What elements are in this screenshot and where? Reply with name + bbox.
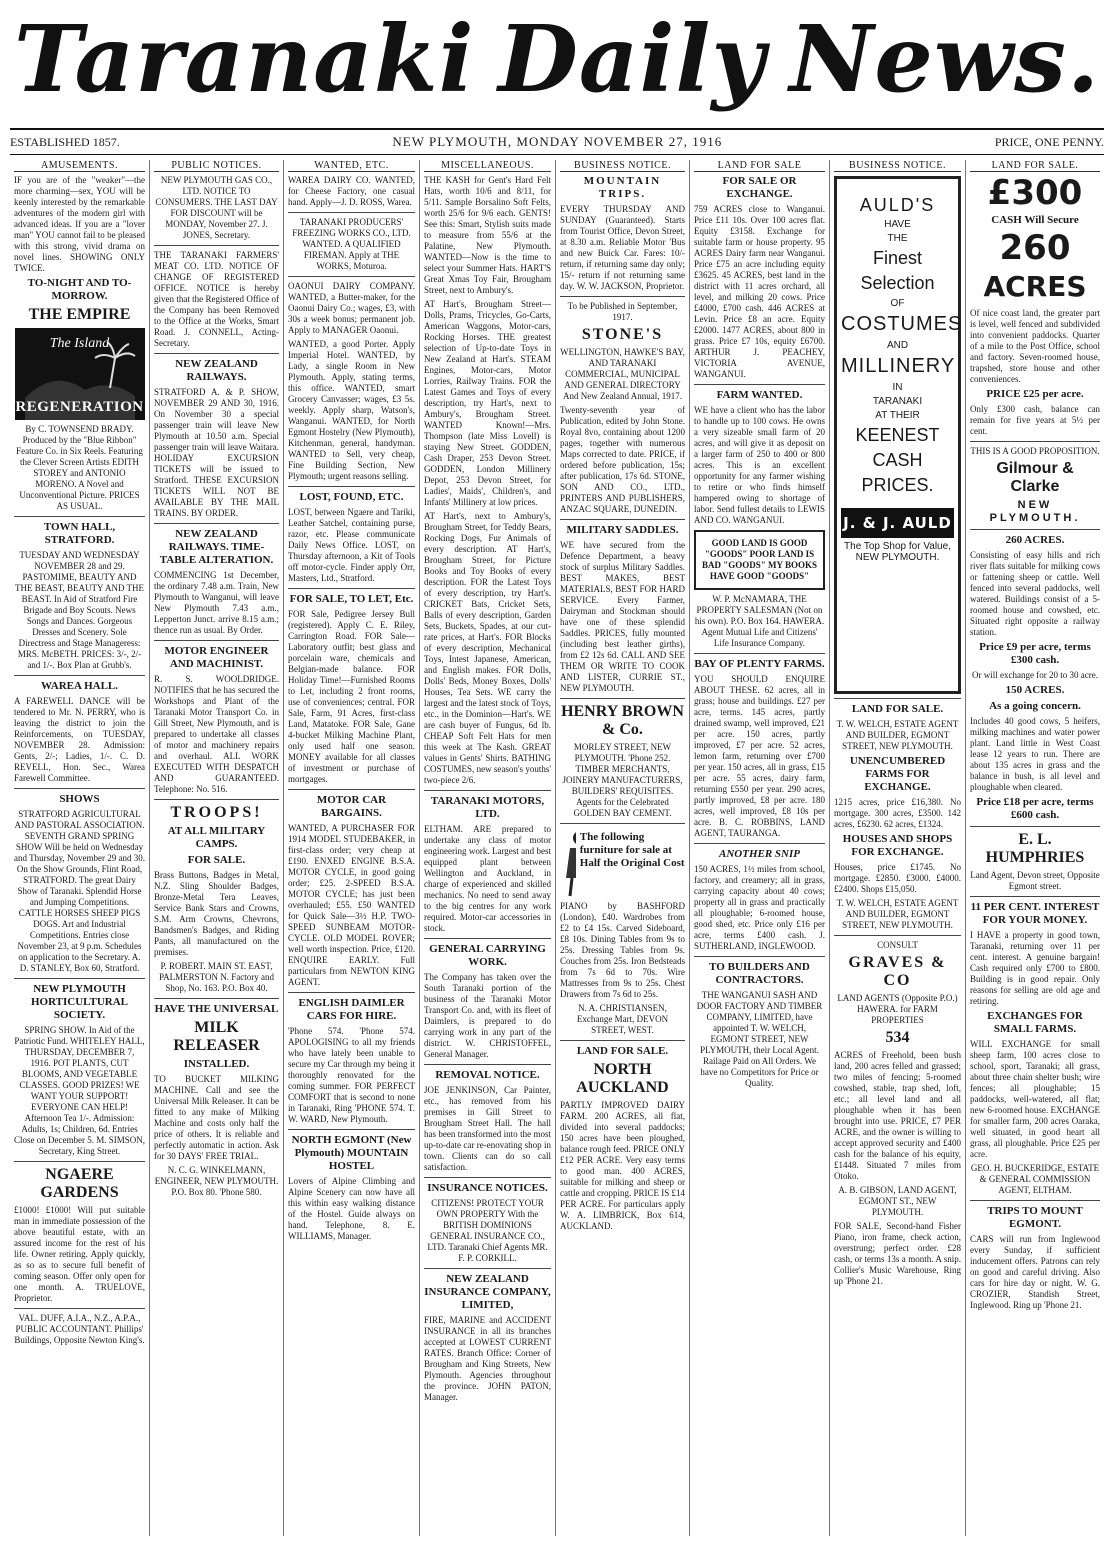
auld-line: OF bbox=[890, 298, 905, 309]
column-head: BUSINESS NOTICE. bbox=[560, 160, 685, 172]
removal-text: JOE JENKINSON, Car Painter, etc., has removed from his premises in Gill Street to Brougham Street Hall. The hall has been transformed into the most up-to-date car re-enovating shop in town. Clients can do so call satisfaction. bbox=[424, 1085, 551, 1172]
lost-found-heading: LOST, FOUND, ETC. bbox=[299, 491, 404, 503]
graves-subtitle: LAND AGENTS (Opposite P.O.) HAWERA. for FARM PROPERTIES bbox=[837, 993, 958, 1025]
divider bbox=[14, 978, 145, 979]
unencumbered-heading: UNENCUMBERED FARMS FOR EXCHANGE. bbox=[849, 755, 946, 793]
unencumbered-text: 1215 acres, price £16,380. No mortgage. 300 acres, £3500. 142 acres, £6230. 62 acres, £1324. bbox=[834, 797, 961, 829]
nz-insurance-heading: NEW ZEALAND INSURANCE COMPANY, LIMITED, bbox=[424, 1273, 551, 1311]
column-head: LAND FOR SALE bbox=[694, 160, 825, 172]
price-300-heading: £300 bbox=[987, 173, 1083, 213]
place-date: NEW PLYMOUTH, MONDAY NOVEMBER 27, 1916 bbox=[392, 134, 723, 149]
auld-line: AT THEIR bbox=[875, 410, 920, 421]
divider bbox=[834, 935, 961, 936]
divider bbox=[14, 675, 145, 676]
henry-brown-text: MORLEY STREET, NEW PLYMOUTH. 'Phone 252. TIMBER MERCHANTS, JOINERY MANUFACTURERS, BUILDERS' REQUISITES. Agents for the Celebrated GOLDEN BAY CEMENT. bbox=[562, 742, 683, 818]
small-farms-text: WILL EXCHANGE for small sheep farm, 100 acres close to school, sport, Taranaki; all grass, about three chain shelter bush; wire fences; all ploughable; 15 paddocks, well-watered, all flat; new 6-roomed house. EXCHANGE for smaller farm, 200 acres Oaraka, well situated, in good heart all grass, all ploughable. Price £25 per acre. bbox=[970, 1039, 1100, 1159]
film-title-line1: The Island bbox=[49, 336, 110, 351]
divider bbox=[560, 296, 685, 297]
gilmour-subtitle: NEW PLYMOUTH. bbox=[989, 499, 1081, 524]
divider bbox=[288, 1129, 415, 1130]
dateline bbox=[10, 128, 1104, 155]
hostel-heading: NORTH EGMONT (New Plymouth) MOUNTAIN HOSTEL bbox=[291, 1134, 412, 1172]
motor-car-heading: MOTOR CAR BARGAINS. bbox=[316, 794, 387, 819]
column-head: MISCELLANEOUS. bbox=[424, 160, 551, 172]
railways-heading: NEW ZEALAND RAILWAYS. bbox=[175, 358, 258, 383]
bay-of-plenty-heading: BAY OF PLENTY FARMS. bbox=[694, 658, 825, 670]
aulds-advertisement bbox=[834, 176, 961, 694]
timetable-heading: NEW ZEALAND RAILWAYS. TIME-TABLE ALTERATION. bbox=[159, 528, 274, 566]
accountant-text: VAL. DUFF, A.I.A., N.Z., A.P.A., PUBLIC ACCOUNTANT. Phillips' Buildings, Opposite Newton King's. bbox=[14, 1313, 145, 1345]
ad-heading-ngaere: NGAERE GARDENS bbox=[40, 1166, 119, 1201]
ad-heading-shows: SHOWS bbox=[59, 793, 100, 805]
saddles-text: WE have secured from the Defence Department, a heavy stock of surplus Military Saddles. BEST MAKES, BEST MATERIALS, BEST FOR HARD SERVICE. Every Farmer, Dairyman and Stockman should have one of these splendid Saddles. PRICES, fully mounted (including best leather girths), from £2 12s 6d. CALL AND SEE THEM OR WRITE TO COOK AND LISTER, CURRIE ST., NEW PLYMOUTH. bbox=[560, 540, 685, 693]
milk-heading-3: INSTALLED. bbox=[183, 1058, 250, 1070]
ad-heading: TO-NIGHT AND TO-MORROW. bbox=[27, 277, 132, 302]
column-wanted bbox=[284, 160, 420, 1536]
acres-150-heading: 150 ACRES. bbox=[1005, 684, 1065, 696]
divider bbox=[834, 698, 961, 699]
column-land-for-sale bbox=[690, 160, 830, 1536]
nz-insurance-text: FIRE, MARINE and ACCIDENT INSURANCE in all its branches accepted at LOWEST CURRENT RATES. Branch Office: Corner of Brougham and King Streets, New Plymouth. Agencies throughout the province. JOHN PATON, Manager. bbox=[424, 1315, 551, 1402]
going-concern-heading: As a going concern. bbox=[989, 700, 1081, 712]
coast-land-text: Of nice coast land, the greater part is level, well fenced and subdivided into convenient paddocks. Quarter of a mile to the Post Office, school and factory. Seven-roomed house, trapshed, store house and other conveniences. bbox=[970, 308, 1100, 384]
cash-secure-heading: CASH Will Secure bbox=[991, 214, 1079, 226]
auld-line: Finest bbox=[872, 248, 923, 268]
humphries-subtitle: Land Agent, Devon street, Opposite Egmont street. bbox=[970, 870, 1100, 891]
ad-heading-town-hall: TOWN HALL, STRATFORD. bbox=[43, 521, 116, 546]
newspaper-columns bbox=[10, 160, 1104, 1536]
divider bbox=[288, 276, 415, 277]
interest-text: I HAVE a property in good town, Taranaki, returning over 11 per cent. interest. A genuine bargain! Cash required only £700 to £800. Building is in good repair. Only reasons for selling are old age and retiring. bbox=[970, 930, 1100, 1006]
divider bbox=[154, 640, 279, 641]
land-for-sale-heading: LAND FOR SALE. bbox=[576, 1045, 669, 1057]
stones-heading: STONE'S bbox=[581, 326, 664, 343]
stones-text: Twenty-seventh year of Publication, edited by John Stone. Royal 8vo, containing about 1200 pages, together with numerous Maps corrected to date. PRICE, if ordered before publication, 15s; after publication, 17s 6d. STONE, SON AND CO., LTD., PRINTERS AND PUBLISHERS, ANZAC SQUARE, DUNEDIN. bbox=[560, 405, 685, 514]
another-snip-text: 150 ACRES, 1½ miles from school, factory, and creamery; all in grass, carrying capacity about 40 cows; property all in grass and practically all ploughable; 6-roomed house, good shed, etc. Price only £16 per acre, terms £400 cash. J. SUTHERLAND, INGLEWOOD. bbox=[694, 864, 825, 951]
divider bbox=[288, 789, 415, 790]
acres-534-heading: 534 bbox=[885, 1029, 910, 1046]
wanted-ad-3: OAONUI DAIRY COMPANY. WANTED, a Butter-maker, for the Oaonui Dairy Co.; wages, £3, with 30s a week bonus; permanent job. Apply to MANAGER Oaonui. bbox=[288, 281, 415, 335]
graves-heading: GRAVES & CO bbox=[848, 954, 947, 989]
shows-text: STRATFORD AGRICULTURAL AND PASTORAL ASSOCIATION. SEVENTH GRAND SPRING SHOW Will be held on Wednesday and Thursday, November 29 and 30. On the Show Grounds, Flint Road, STRATFORD. The great Dairy Show of Taranaki. Splendid Horse and Jumping Competitions. CATTLE HORSES SHEEP PIGS DOGS. Art and Industrial Competitions. Entries close November 23, at 9 p.m. Schedules on application to the Secretary. A. D. STANLEY, Box 60, Stratford. bbox=[14, 809, 145, 973]
auld-line: IN bbox=[892, 382, 903, 393]
auld-line: AND bbox=[886, 340, 909, 351]
lost-found-text: LOST, between Ngaere and Tariki, Leather Satchel, containing purse, razor, etc. Please communicate Daily News Office. LOST, on Thursday afternoon, a Kit of Tools off motor-cycle. Finder apply Orr, Masters, Ltd., Stratford. bbox=[288, 507, 415, 583]
acres-534-text: ACRES of Freehold, been bush land, 200 acres felled and grassed; two miles of fencing; 5-roomed cowshed, stable, trap shed, loft, etc.; all level land and all ploughable when it has been brought into use. PRICE, £7 PER ACRE, and the owner is willing to accept approved security and £400 cash for the balance of his equity, £1448. Situated 7 miles from Otoko. bbox=[834, 1050, 961, 1181]
j-and-j-auld-subtitle: The Top Shop for Value, NEW PLYMOUTH. bbox=[844, 541, 951, 563]
ad-heading-warea: WAREA HALL. bbox=[40, 680, 119, 692]
ad-intro: IF you are of the "weaker"—the more charming—sex, YOU will be keenly interested by the remarkable adventures of the modern girl with advanced ideas. If you are a "lover man" YOU cannot fail to be pleased with this strong, vivid drama on novel lines. SHOWING ONLY TWICE. bbox=[14, 175, 145, 273]
farm-wanted-text: WE have a client who has the labor to handle up to 100 cows. He owns a very sizeable small farm of 20 acres, and will give it as deposit on a larger farm of 250 to 400 or 800 acres. This is an excellent opportunity for any farmer wishing to retire or who finds himself hampered owing to shortage of labor. Send fullest details to LEWIS AND CO. WANGANUI. bbox=[694, 405, 825, 525]
auld-line: COSTUMES bbox=[841, 313, 963, 335]
good-goods-box: GOOD LAND IS GOOD "GOODS" POOR LAND IS BAD "GOODS" MY BOOKS HAVE GOOD "GOODS" bbox=[694, 530, 825, 590]
divider bbox=[970, 529, 1100, 530]
troops-heading: TROOPS! bbox=[170, 804, 263, 821]
film-poster-image bbox=[15, 328, 145, 420]
daimler-text: 'Phone 574. 'Phone 574. APOLOGISING to all my friends who have lately been unable to secure my Car through my being it thoroughly renovated for the coming summer. FOR PERFECT COMFORT that is second to none in Taranaki, Ring 'PHONE 574. T. W. WARD, New Plymouth. bbox=[288, 1026, 415, 1124]
column-business-auld bbox=[830, 160, 966, 1536]
price-25-heading: PRICE £25 per acre. bbox=[986, 388, 1084, 400]
column-amusements bbox=[10, 160, 150, 1536]
gilmour-clarke-heading: Gilmour & Clarke bbox=[996, 460, 1074, 495]
buckeridge-text: GEO. H. BUCKERIDGE, ESTATE & GENERAL COMMISSION AGENT, ELTHAM. bbox=[970, 1163, 1100, 1195]
auld-line: CASH bbox=[872, 450, 923, 470]
column-land-for-sale-2 bbox=[966, 160, 1104, 1536]
robert-text: P. ROBERT. MAIN ST. EAST, PALMERSTON N. Factory and Shop, No. 163. P.O. Box 40. bbox=[158, 961, 274, 993]
exchange-heading: FOR SALE OR EXCHANGE. bbox=[722, 175, 797, 200]
gas-notice: NEW PLYMOUTH GAS CO., LTD. NOTICE TO CONSUMERS. THE LAST DAY FOR DISCOUNT will be MONDAY, November 27. J. JONES, Secretary. bbox=[155, 175, 278, 240]
column-head: AMUSEMENTS. bbox=[14, 160, 145, 172]
farm-wanted-heading: FARM WANTED. bbox=[716, 389, 803, 401]
ngaere-text: £1000! £1000! Will put suitable man in immediate possession of the above beautiful estate, with an assured income for the rest of his life. Owner retiring. Apply quickly, as so as to secure full benefit of coming season. Offer only open for one month. A. TRUELOVE, Proprietor. bbox=[14, 1205, 145, 1303]
for-sale-to-let-heading: FOR SALE, TO LET, Etc. bbox=[289, 593, 414, 605]
price-18-heading: Price £18 per acre, terms £600 cash. bbox=[976, 796, 1094, 821]
column-head: BUSINESS NOTICE. bbox=[834, 160, 961, 172]
welch-text-2: T. W. WELCH, ESTATE AGENT AND BUILDER, EGMONT STREET, NEW PLYMOUTH. bbox=[836, 898, 959, 930]
divider bbox=[14, 516, 145, 517]
north-auckland-text: PARTLY IMPROVED DAIRY FARM. 200 ACRES, all flat, divided into several paddocks; 150 acres have been ploughed, balance rough feed. PRICE ONLY £12 PER ACRE. Very easy terms to good man. 400 ACRES, suitable for milking and sheep or cattle and cropping. PRICE IS £14 PER ACRE. For particulars apply W. A. LIMBRICK, Box 614, AUCKLAND. bbox=[560, 1100, 685, 1231]
wanted-ad-1: WAREA DAIRY CO. WANTED, for Cheese Factory, one casual hand. Apply—J. D. ROSS, Warea. bbox=[288, 175, 415, 207]
good-proposition-text: THIS IS A GOOD PROPOSITION. bbox=[970, 446, 1100, 456]
divider bbox=[694, 843, 825, 844]
houses-shops-text: Houses, price £1745. No mortgage. £2850. £3000. £4000. £2400. Shops £15,050. bbox=[834, 862, 961, 894]
acres-260-heading: 260 ACRES. bbox=[1005, 534, 1065, 546]
trips-egmont-text: CARS will run from Inglewood every Sunday, if sufficient inducement offers. Patrons can rely on good and careful driving. Also cars for hire day or night. W. G. CROZIER, Standish Street, Inglewood. Ring up 'Phone 21. bbox=[970, 1234, 1100, 1310]
only-300-text: Only £300 cash, balance can remain for five years at 5½ per cent. bbox=[970, 404, 1100, 436]
consult-label: CONSULT bbox=[877, 940, 918, 950]
divider bbox=[288, 486, 415, 487]
established-label: ESTABLISHED 1857. bbox=[10, 134, 120, 149]
divider bbox=[694, 956, 825, 957]
for-sale-to-let-text: FOR Sale, Pedigree Jersey Bull (registered). Apply C. E. Riley, Carrington Road. FOR Sale—Laboratory outfit; best glass and porcelain ware, chemicals and Belgian-made balance. FOR Holiday Time!—Furnished Rooms to Let, including 2 front rooms, use of conveniences; central. FOR Sale, Farm, 91 Acres, first-class Land, Matatoke. FOR Sale, Gane 4-bucket Milking Machine Plant, only used half one season. MONEY available for all classes of investment or purchase of mortgages. bbox=[288, 609, 415, 784]
divider bbox=[154, 523, 279, 524]
divider bbox=[424, 1177, 551, 1178]
divider bbox=[424, 1064, 551, 1065]
winkelmann-text: N. C. G. WINKELMANN, ENGINEER, NEW PLYMOUTH. P.O. Box 80. 'Phone 580. bbox=[154, 1165, 279, 1197]
divider bbox=[154, 998, 279, 999]
divider bbox=[154, 245, 279, 246]
number-260-heading: 260 bbox=[999, 228, 1071, 268]
timetable-notice: COMMENCING 1st December, the ordinary 7.48 a.m. Train, New Plymouth to Wanganui, will leave New Plymouth 7.43 a.m., Lepperton Junct. arrive 8.15 a.m.; thence run as usual. By Order. bbox=[154, 570, 279, 635]
column-business-notice bbox=[556, 160, 690, 1536]
wanted-ad-4: WANTED, a good Porter. Apply Imperial Hotel. WANTED, by Lady, a single Room in New Plymouth. Apply, stating terms, this office. WANTED, smart Grocery Canvasser; wages, £3 5s. weekly. Apply sharp, Watson's, Wanganui. WANTED, for North Egmont Hostelry (New Plymouth), Kitchenman, general, handyman. WANTED to Sell, very cheap, Fine Building Section, New Plymouth; urgent reasons selling. bbox=[288, 339, 415, 481]
misc-ad-1: THE KASH for Gent's Hard Felt Hats, worth 10/6 and 8/11, for 5/11. Sample Borsalino Soft Felts, worth 25/6 for 9/6 each. GENTS! See this: Smart, Stylish suits made to measure from 55/6 at the Palatine, New Plymouth. WANTED—Now is the time to select your Summer Hats. HART'S Great Xmas Toy Fair, Brougham Street, next to Ambury's. bbox=[424, 175, 551, 295]
milk-heading-2: MILK RELEASER bbox=[173, 1019, 260, 1054]
motor-car-text: WANTED, A PURCHASER FOR 1914 MODEL STUDEBAKER, in first-class order; very cheap at £190. ENXED ENGINE B.S.A. MOTOR CYCLE, in good going order; £25. 2-SPEED B.S.A. MOTOR CYCLE; has just been overhauled; £55. £50 WANTED for Quick Sale—3½ H.P. TWO-SPEED SUNBEAM MOTOR-CYCLE. OLD MODEL ROVER; well worth inspection. Price, £120. ENQUIRE EARLY. Full particulars from NEWTON KING AGENT. bbox=[288, 823, 415, 987]
price-9-heading: Price £9 per acre, terms £300 cash. bbox=[979, 641, 1091, 666]
divider bbox=[424, 1268, 551, 1269]
mountain-trips-heading: MOUNTAIN TRIPS. bbox=[583, 175, 662, 200]
divider bbox=[424, 790, 551, 791]
ad-heading-empire: THE EMPIRE bbox=[28, 306, 131, 323]
divider bbox=[560, 823, 685, 824]
auld-line: PRICES. bbox=[861, 475, 934, 495]
divider bbox=[694, 384, 825, 385]
humphries-heading: E. L. HUMPHRIES bbox=[985, 831, 1085, 866]
meat-co-notice: THE TARANAKI FARMERS' MEAT CO. LTD. NOTICE OF CHANGE OF REGISTERED OFFICE. NOTICE is hereby given that the Registered Office of the Company has been Removed to the Office at the Works, Smart Road. J. CONNELL, Acting-Secretary. bbox=[154, 250, 279, 348]
misc-ad-2: AT Hart's, Brougham Street—Dolls, Prams, Tricycles, Go-Carts, American Waggons, Motor-cars, Rocking Horses. THE greatest selection of Up-to-date Toys in New Zealand at Hart's. STEAM Engines, Motor-cars, Motor Lorries, Railway Trains. FOR the Latest Games and Toys of every description, try Hart's, next to Ambury's, Brougham Street. WANTED Known!—Mrs. Thompson (late Miss Lovell) is staying New Street. GODDEN, Cash Draper, 253 Devon Street. GODDEN, London Millinery Depot, 253 Devon Street, for Ladies', Maids', Children's, and Infants' Millinery at low prices. bbox=[424, 299, 551, 507]
christiansen-text: N. A. CHRISTIANSEN, Exchange Mart, DEVON STREET, WEST. bbox=[576, 1003, 669, 1035]
auld-line: MILLINERY bbox=[841, 355, 956, 377]
hostel-text: Lovers of Alpine Climbing and Alpine Scenery can now have all this within easy walking distance of the Hostel. Guide always on hand. Telephone, 8. E. WILLIAMS, Manager. bbox=[288, 1176, 415, 1241]
column-public-notices bbox=[150, 160, 284, 1536]
bay-of-plenty-text: YOU SHOULD ENQUIRE ABOUT THESE. 62 acres, all in grass; house and buildings. £27 per acre, terms. 145 acres, partly drained swamp, well improved, £21 per acre. 150 acres, partly improved, £7 per acre. 52 acres, lemon farm, returning over £700 per year. 150 acres, all in grass, £15 per acre. 55 acres, dairy farm, returning £550 per year. 290 acres, partly improved, £8 per acre. 180 acres, well improved, £8 10s per acre. B. C. ROBBINS, LAND AGENT, TAURANGA. bbox=[694, 674, 825, 838]
furniture-heading: The following furniture for sale at Half the Original Cost bbox=[579, 831, 685, 869]
masthead bbox=[0, 0, 1114, 128]
auld-line: KEENEST bbox=[855, 425, 940, 445]
stones-pre: To be Published in September, 1917. bbox=[567, 301, 678, 322]
auld-line: HAVE bbox=[884, 219, 911, 230]
divider bbox=[14, 1308, 145, 1309]
land-for-sale-heading: LAND FOR SALE. bbox=[851, 703, 944, 715]
auld-line: TARANAKI bbox=[872, 396, 923, 407]
masthead-word-daily: Daily bbox=[498, 5, 766, 113]
gibson-text: A. B. GIBSON, LAND AGENT, EGMONT ST., NEW PLYMOUTH. bbox=[838, 1185, 957, 1217]
stones-subheading: WELLINGTON, HAWKE'S BAY, AND TARANAKI COMMERCIAL, MUNICIPAL AND GENERAL DIRECTORY And New Zealand Annual, 1917. bbox=[560, 347, 685, 401]
camps-heading: AT ALL MILITARY CAMPS. bbox=[167, 825, 266, 850]
carrying-text: The Company has taken over the South Taranaki portion of the business of the Taranaki Motor Transport Co. and, with its fleet of Daimlers, is prepared to do carrying work in any part of the district. W. CHRISTOFFEL, General Manager. bbox=[424, 972, 551, 1059]
small-farms-heading: EXCHANGES FOR SMALL FARMS. bbox=[987, 1010, 1083, 1035]
divider bbox=[694, 653, 825, 654]
misc-ad-3: AT Hart's, next to Ambury's, Brougham Street, for Teddy Bears, Rocking Dogs, Fur Animals of every description. AT Hart's, Brougham Street, for Picture Books and Toy Books of every description. FOR the Latest Toys of every description, try Hart's. CRICKET Bats, Cricket Sets, Balls of every description, Garden Sets, Buckets, Spades, at our cut-rate prices, at Hart's. FOR Blocks of every description, Mechanical Toys, Intest Japanese, American, and English makes. FOR Dolls, Dolls' Beds, Money Boxes, Dolls' Houses, Tea Sets. WE carry the largest and the latest stock of Toys, etc., in the Dominion—Hart's. WE are cash buyer of Fungus, 6d lb. CHEAP Soft Felt Hats for men this week at The Kash. GREAT values in Gents' Shirts. BATHING COSTUMES, new season's youths' two-piece 2/6. bbox=[424, 511, 551, 785]
j-and-j-auld-banner: J. & J. AULD bbox=[841, 508, 954, 538]
divider bbox=[154, 799, 279, 800]
taranaki-motors-text: ELTHAM. ARE prepared to undertake any class of motor engineering work. Largest and best equipped plant between Wellington and Auckland, in charge of experienced and skilled mechanics. No need to send away to the big centres for any work required. Motor-car accessories in stock. bbox=[424, 824, 551, 933]
warea-text: A FAREWELL DANCE will be tendered to Mr. N. PERRY, who is leaving the district to join the Reinforcements, on TUESDAY, NOVEMBER 28. Admission: Gents, 2/-; Ladies, 1/-. C. D. REVELL, Hon. Sec., Warea Farewell Committee. bbox=[14, 696, 145, 783]
gentleman-figure-illustration bbox=[560, 828, 576, 898]
acres-260-text: Consisting of easy hills and rich river flats suitable for milking cows or fattening sheep or cattle. Well fenced into several paddocks, well watered. Buildings consist of a 5-roomed house and cowshed, etc. Situated right opposite a railway station. bbox=[970, 550, 1100, 637]
column-head: LAND FOR SALE. bbox=[970, 160, 1100, 172]
insurance-text: CITIZENS! PROTECT YOUR OWN PROPERTY With the BRITISH DOMINIONS GENERAL INSURANCE CO., LTD. Taranaki Chief Agents MR. F. P. CORKILL. bbox=[427, 1198, 548, 1263]
trips-egmont-heading: TRIPS TO MOUNT EGMONT. bbox=[987, 1205, 1083, 1230]
divider bbox=[970, 1200, 1100, 1201]
masthead-word-taranaki: Taranaki bbox=[14, 5, 475, 113]
furniture-ad bbox=[560, 828, 685, 898]
acres-150-text: Includes 40 good cows, 5 heifers, milking machines and water power plant. Land little in West Coast lease 12 years to run. There are about 135 acres in grass and the balance in bush, is all level and ploughable when cleared. bbox=[970, 716, 1100, 792]
houses-shops-heading: HOUSES AND SHOPS FOR EXCHANGE. bbox=[842, 833, 953, 858]
divider bbox=[154, 353, 279, 354]
another-snip-heading: ANOTHER SNIP bbox=[719, 848, 800, 860]
column-head: WANTED, ETC. bbox=[288, 160, 415, 172]
divider bbox=[424, 938, 551, 939]
mcnamara-text: W. P. McNAMARA, THE PROPERTY SALESMAN (Not on his own). P.O. Box 164. HAWERA. Agent Mutual Life and Citizens' Life Insurance Company. bbox=[694, 594, 825, 648]
mountain-trips-text: EVERY THURSDAY AND SUNDAY (Guaranteed). Starts from Tourist Office, Devon Street, at 8.30 a.m. Reliable Motor 'Bus and new Buick Car. Fares: 10/- return, if returning same day only; 15/- return if not returning same day. W. W. JACKSON, Proprietor. bbox=[560, 204, 685, 291]
acres-heading: ACRES bbox=[983, 270, 1087, 303]
auld-line: THE bbox=[887, 233, 908, 244]
for-sale-heading: FOR SALE. bbox=[187, 854, 246, 866]
north-auckland-heading: NORTH AUCKLAND bbox=[576, 1061, 669, 1096]
ad-heading-horticultural: NEW PLYMOUTH HORTICULTURAL SOCIETY. bbox=[30, 983, 128, 1021]
builders-heading: TO BUILDERS AND CONTRACTORS. bbox=[709, 961, 810, 986]
divider bbox=[14, 1161, 145, 1162]
welch-text: T. W. WELCH, ESTATE AGENT AND BUILDER, EGMONT STREET, NEW PLYMOUTH. bbox=[836, 719, 959, 751]
divider bbox=[970, 826, 1100, 827]
column-head: PUBLIC NOTICES. bbox=[154, 160, 279, 172]
town-hall-text: TUESDAY AND WEDNESDAY NOVEMBER 28 and 29. PASTOMIME, BEAUTY AND THE BEAST, BEAUTY AND THE BEAST. In Aid of Stratford Fire Brigade and Boy Scouts. News Songs and Dances. Gorgeous Dresses and Scenery. Sole Directress and Stage Manageress: MRS. McBETH. PRICES: 3/-, 2/- and 1/-. Box Plan at Grubb's. bbox=[14, 550, 145, 670]
divider bbox=[14, 788, 145, 789]
auld-line: Selection bbox=[860, 273, 935, 293]
divider bbox=[560, 698, 685, 699]
divider bbox=[560, 519, 685, 520]
exchange-text: 759 ACRES close to Wanganui. Price £11 10s. Over 100 acres flat. Equity £3158. Exchange for suitable farm or house property. 95 ACRES Dairy farm near Wanganui. Price £75 an acre including equity £3625. 45 ACRES, best land in the district with 11 acres orchard, all level, and milking 20 cows. Price £4000, £700 cash. 446 ACRES at Levin. Price £8 an acre. Equity £2000. 1477 ACRES, about 800 in grass. Price £7 10s, equity £6700. ARTHUR J. PEACHEY, VICTORIA AVENUE, WANGANUI. bbox=[694, 204, 825, 379]
divider bbox=[288, 212, 415, 213]
price-label: PRICE, ONE PENNY. bbox=[994, 134, 1104, 149]
exchange-option-text: Or will exchange for 20 to 30 acre. bbox=[972, 670, 1098, 680]
taranaki-motors-heading: TARANAKI MOTORS, LTD. bbox=[430, 795, 545, 820]
wanted-ad-2: TARANAKI PRODUCERS' FREEZING WORKS CO., LTD. WANTED. A QUALIFIED FIREMAN. Apply at THE WORKS, Moturoa. bbox=[292, 217, 411, 271]
masthead-word-news: News. bbox=[789, 5, 1100, 113]
film-title-line2: REGENERATION bbox=[15, 399, 144, 415]
interest-heading: 11 PER CENT. INTEREST FOR YOUR MONEY. bbox=[970, 901, 1100, 926]
divider bbox=[970, 441, 1100, 442]
henry-brown-heading: HENRY BROWN & Co. bbox=[561, 703, 684, 738]
builders-text: THE WANGANUI SASH AND DOOR FACTORY AND TIMBER COMPANY, LIMITED, have appointed T. W. WELCH, EGMONT STREET, NEW PLYMOUTH, their Local Agent. Railage Paid on All Orders. We have no Competitors for Price or Quality. bbox=[696, 990, 823, 1088]
railways-notice: STRATFORD A. & P. SHOW, NOVEMBER 29 AND 30, 1916. On November 30 a special passenger train will leave New Plymouth at 10.50 a.m. Special passenger train will leave Waitara. HOLIDAY EXCURSION TICKETS will be issued to Stratford. THESE EXCURSION TICKETS WILL NOT BE AVAILABLE BY THE MAIL TRAINS. BY ORDER. bbox=[154, 387, 279, 518]
divider bbox=[970, 896, 1100, 897]
horticultural-text: SPRING SHOW. In Aid of the Patriotic Fund. WHITELEY HALL, THURSDAY, DECEMBER 7, 1916. POT PLANTS, CUT BLOOMS, AND VEGETABLE CLASSES. GOOD PRIZES! WE WANT YOUR SUPPORT! EVERYONE CAN HELP! Afternoon Tea 1/-. Admission: Adults, 1s; Children, 6d. Entries Close on December 5. M. SIMSON, Secretary, King Street. bbox=[14, 1025, 145, 1156]
divider bbox=[560, 1040, 685, 1041]
badges-text: Brass Buttons, Badges in Metal, N.Z. Sling Shoulder Badges, Bronze-Metal Tera Leaves, Service Bank Stars and Crowns, S.M. Arm Crowns, Chevrons, Bandsmen's Badges, and Riding Pants, all manufactured on the premises. bbox=[154, 870, 279, 957]
auld-line: AULD'S bbox=[859, 195, 936, 215]
motor-engineer-heading: MOTOR ENGINEER AND MACHINIST. bbox=[164, 645, 269, 670]
milk-text: TO BUCKET MILKING MACHINE. Call and see the Universal Milk Releaser. It can be fitted to any make of Milking Machine and costs only half the price of others. It is reliable and perfectly automatic in action. Ask for 30 DAYS' FREE TRIAL. bbox=[154, 1074, 279, 1161]
motor-engineer-text: R. S. WOOLDRIDGE. NOTIFIES that he has secured the Workshops and Plant of the Taranaki Motor Transport Co. in Gill Street, New Plymouth, and is prepared to undertake all classes of motor and machinery repairs and overhaul. ALL WORK EXECUTED WITH DESPATCH AND GUARANTEED. Telephone: No. 516. bbox=[154, 674, 279, 794]
fisher-piano-text: FOR SALE, Second-hand Fisher Piano, iron frame, check action, overstrung; perfect order. £28 cash, or terms 13s a month. A snip. Collier's Music Warehouse, Ring up 'Phone 21. bbox=[834, 1221, 961, 1286]
saddles-heading: MILITARY SADDLES. bbox=[566, 524, 679, 536]
furniture-text: PIANO by BASHFORD (London), £40. Wardrobes from £2 to £4 15s. Carved Sideboard, £8 10s. Dining Tables from 9s to 25s. Dressing Tables from 9s. Couches from 25s. Iron Bedsteads from 7s 6d to 70s. Wire Mattresses from 9s to 25s. Chest Drawers from 7s 6d to 25s. bbox=[560, 901, 685, 999]
carrying-heading: GENERAL CARRYING WORK. bbox=[429, 943, 546, 968]
daimler-heading: ENGLISH DAIMLER CARS FOR HIRE. bbox=[298, 997, 405, 1022]
film-credits: By C. TOWNSEND BRADY. Produced by the "Blue Ribbon" Feature Co. in Six Reels. Featuring the Clever Screen Artists EDITH STOREY and ANTONIO MORENO. A Novel and Unconventional Picture. PRICES AS USUAL. bbox=[16, 424, 143, 511]
removal-heading: REMOVAL NOTICE. bbox=[435, 1069, 540, 1081]
divider bbox=[288, 588, 415, 589]
column-miscellaneous bbox=[420, 160, 556, 1536]
masthead-title bbox=[0, 4, 1114, 114]
insurance-heading: INSURANCE NOTICES. bbox=[427, 1182, 548, 1194]
divider bbox=[288, 992, 415, 993]
milk-heading-1: HAVE THE UNIVERSAL bbox=[154, 1003, 279, 1015]
